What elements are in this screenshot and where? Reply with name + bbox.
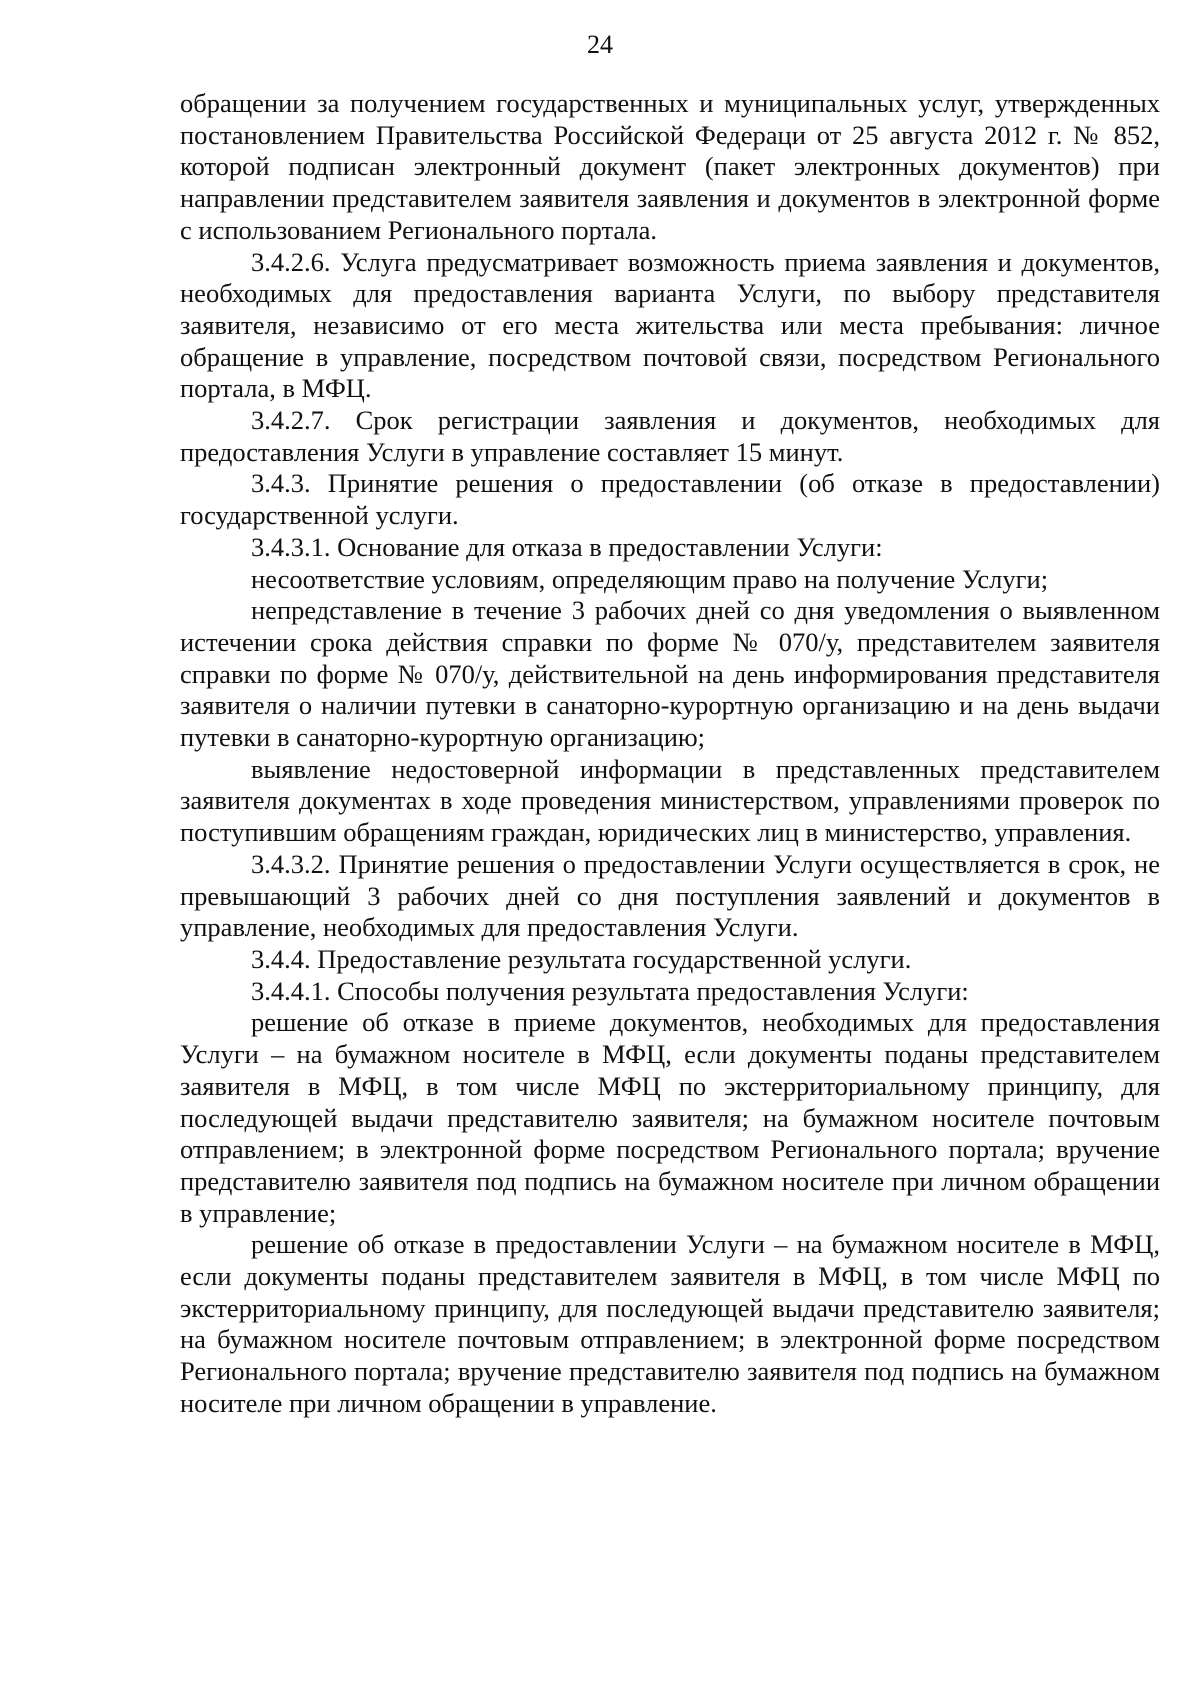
paragraph-result-method-1: решение об отказе в приеме документов, необходимых для предоставления Услуги – на бумажном носителе в МФЦ, если документы поданы представителем заявителя в МФЦ, в том числе МФЦ по экстерриториальному принципу, для последующей выдачи представителю заявителя; на бумажном носителе почтовым отправлением; в электронной форме посредством Регионального портала; вручение представителю заявителя под подпись на бумажном носителе при личном обращении в управление; bbox=[180, 1007, 1160, 1228]
paragraph-3-4-4: 3.4.4. Предоставление результата государственной услуги. bbox=[251, 943, 912, 974]
page-number: 24 bbox=[587, 30, 613, 59]
paragraph-3-4-2-7: 3.4.2.7. Срок регистрации заявления и документов, необходимых для предоставления Услуги в управление составляет 15 минут. bbox=[180, 405, 1160, 467]
paragraph-3-4-3-2: 3.4.3.2. Принятие решения о предоставлении Услуги осуществляется в срок, не превышающий 3 рабочих дней со дня поступления заявлений и документов в управление, необходимых для предоставления Услуги. bbox=[180, 848, 1160, 943]
paragraph-3-4-2-6: 3.4.2.6. Услуга предусматривает возможность приема заявления и документов, необходимых для предоставления варианта Услуги, по выбору представителя заявителя, независимо от его места жительства или места пребывания: личное обращение в управление, посредством почтовой связи, посредством Регионального портала, в МФЦ. bbox=[180, 246, 1160, 404]
paragraph-3-4-3: 3.4.3. Принятие решения о предоставлении (об отказе в предоставлении) государственной услуги. bbox=[180, 468, 1160, 531]
paragraph-refusal-ground-2: непредставление в течение 3 рабочих дней со дня уведомления о выявленном истечении срока действия справки по форме № 070/у, представителем заявителя справки по форме № 070/у, действительной на день информирования представителя заявителя о наличии путевки в санаторно-курортную организацию и на день выдачи путевки в санаторно-курортную организацию; bbox=[180, 595, 1160, 753]
paragraph-3-4-3-1: 3.4.3.1. Основание для отказа в предоставлении Услуги: bbox=[251, 531, 883, 562]
paragraph-3-4-4-1: 3.4.4.1. Способы получения результата предоставления Услуги: bbox=[251, 975, 969, 1006]
paragraph-result-method-2: решение об отказе в предоставлении Услуги – на бумажном носителе в МФЦ, если документы поданы представителем заявителя в МФЦ, в том числе МФЦ по экстерриториальному принципу, для последующей выдачи представителю заявителя; на бумажном носителе почтовым отправлением; в электронной форме посредством Регионального портала; вручение представителю заявителя под подпись на бумажном носителе при личном обращении в управление. bbox=[180, 1229, 1160, 1418]
paragraph-continuation: обращении за получением государственных и муниципальных услуг, утвержденных постановлением Правительства Российской Федераци от 25 августа 2012 г. № 852, которой подписан электронный документ (пакет электронных документов) при направлении представителем заявителя заявления и документов в электронной форме с использованием Регионального портала. bbox=[180, 88, 1160, 245]
paragraph-refusal-ground-3: выявление недостоверной информации в представленных представителем заявителя документах в ходе проведения министерством, управлениями проверок по поступившим обращениям граждан, юридических лиц в министерство, управления. bbox=[180, 753, 1160, 848]
document-body bbox=[180, 88, 1160, 1420]
paragraph-refusal-ground-1: несоответствие условиям, определяющим право на получение Услуги; bbox=[251, 563, 1049, 594]
